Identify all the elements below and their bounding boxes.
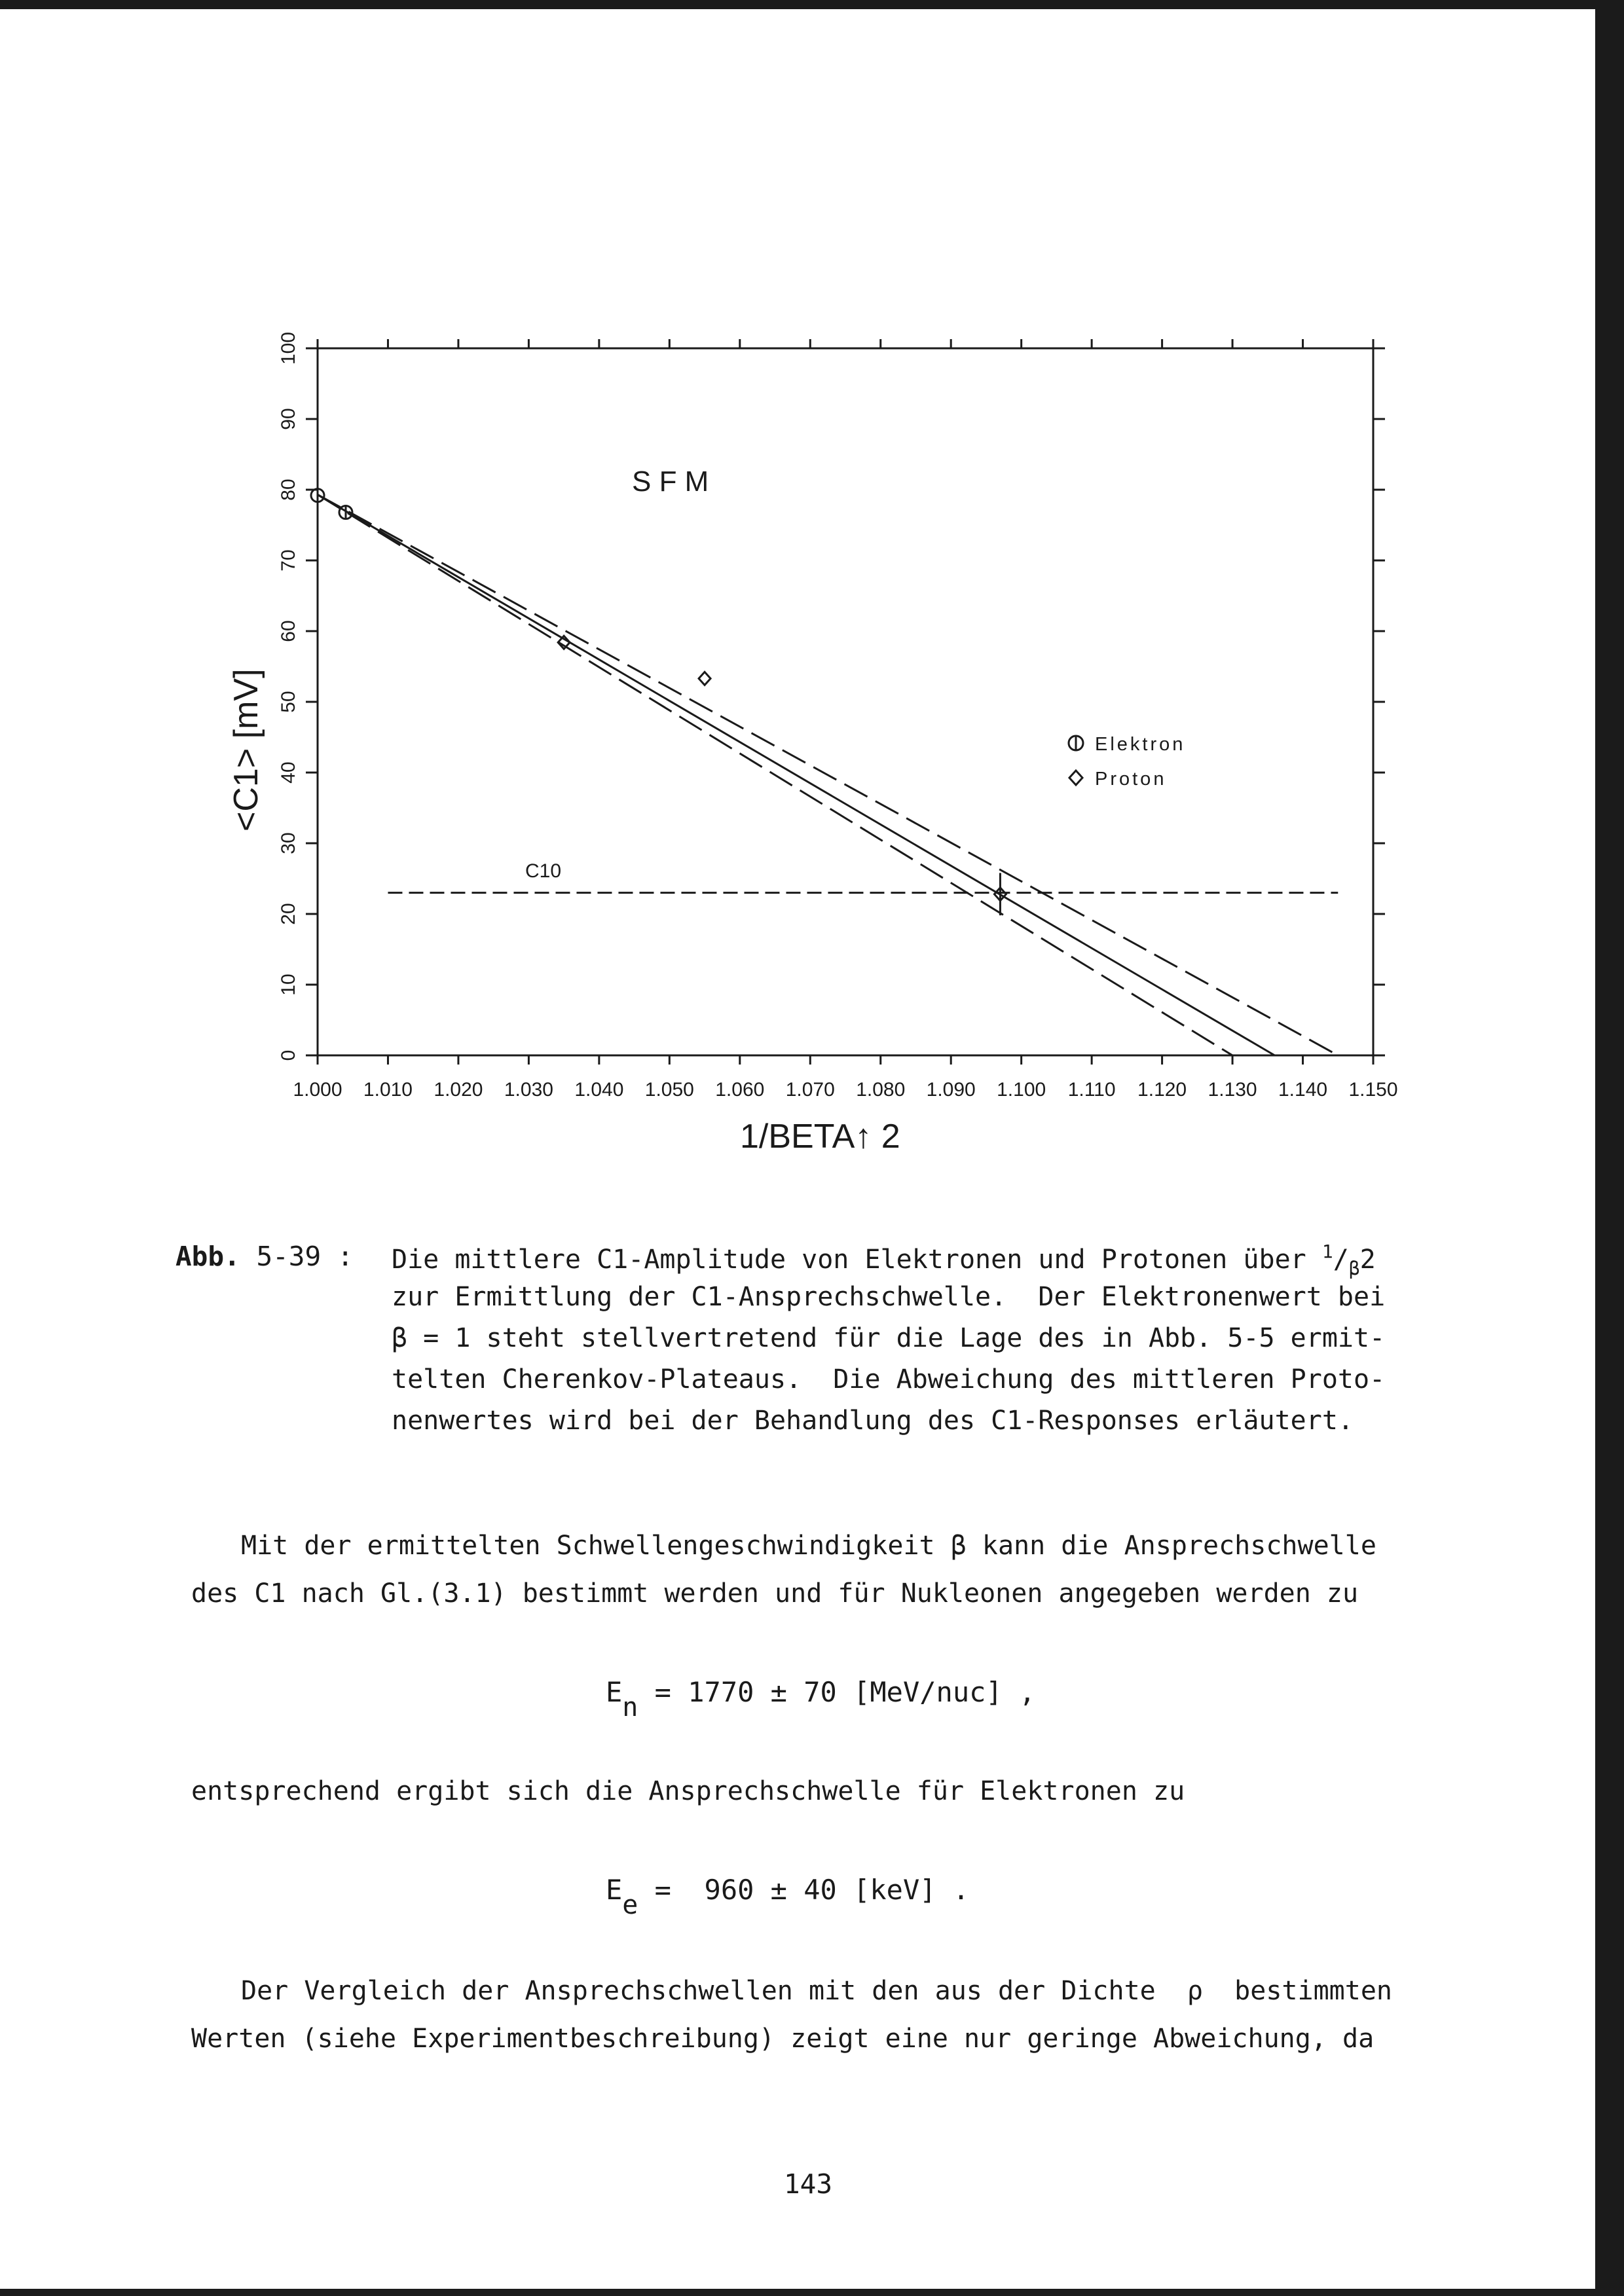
paragraph-3-line-2: Werten (siehe Experimentbeschreibung) zeigt eine nur geringe Abweichung, da [191,2024,1375,2054]
y-tick-label: 10 [278,974,299,996]
y-tick-label: 80 [278,479,299,501]
fit-line-bound [318,495,1338,1055]
paragraph-3-line-1: Der Vergleich der Ansprechschwellen mit den aus der Dichte ρ bestimmten [241,1976,1392,2006]
paragraph-1-line-2: des C1 nach Gl.(3.1) bestimmt werden und für Nukleonen angegeben werden zu [191,1578,1359,1609]
x-tick-label: 1.060 [715,1079,765,1101]
y-tick-label: 40 [278,761,299,784]
y-tick-label: 50 [278,691,299,713]
caption-line-4: telten Cherenkov-Plateaus. Die Abweichung des mittleren Proto- [392,1364,1386,1394]
y-tick-labels [278,332,299,1061]
legend-proton-label: Proton [1095,769,1167,790]
y-tick-label: 30 [278,832,299,854]
equation-electron-threshold: $E_e = 960 \pm 40$ [keV] . [606,1874,970,1920]
y-tick-label: 60 [278,620,299,642]
x-tick-label: 1.130 [1208,1079,1257,1101]
caption-line-3: β = 1 steht stellvertretend für die Lage des in Abb. 5-5 ermit- [392,1323,1386,1353]
x-tick-label: 1.050 [644,1079,694,1101]
legend-proton-marker [1069,771,1082,785]
y-tick-label: 90 [278,408,299,430]
threshold-chart [196,288,1428,1178]
threshold-label: C10 [525,860,562,882]
y-tick-label: 70 [278,549,299,572]
plot-frame [318,348,1373,1055]
equation-nucleon-threshold: $E_n = 1770 \pm 70$ [MeV/nuc] , [606,1676,1036,1722]
scan-border-right [1595,0,1624,2296]
x-tick-label: 1.100 [997,1079,1046,1101]
x-tick-label: 1.150 [1348,1079,1398,1101]
paragraph-2: entsprechend ergibt sich die Ansprechschwelle für Elektronen zu [191,1776,1185,1806]
paragraph-1-line-1: Mit der ermittelten Schwellengeschwindigkeit β kann die Ansprechschwelle [241,1531,1376,1561]
x-tick-label: 1.000 [293,1079,342,1101]
caption-line-5: nenwertes wird bei der Behandlung des C1-Responses erläutert. [392,1406,1354,1436]
legend-elektron-label: Elektron [1095,734,1186,755]
x-tick-label: 1.080 [856,1079,906,1101]
y-tick-label: 20 [278,903,299,925]
y-axis-label: <C1> [mV] [227,668,265,831]
caption-line-1: Die mittlere C1-Amplitude von Elektronen und Protonen über $^1/_\beta 2$ [392,1241,1376,1279]
caption-line-2: zur Ermittlung der C1-Ansprechschwelle. Der Elektronenwert bei [392,1282,1386,1312]
x-tick-label: 1.040 [574,1079,624,1101]
fit-lines [318,495,1338,1055]
x-tick-labels [293,1079,1397,1101]
chart-axes [306,339,1385,1065]
x-tick-label: 1.070 [785,1079,835,1101]
legend [1069,734,1185,790]
scan-border-top [0,0,1624,9]
x-tick-label: 1.120 [1137,1079,1187,1101]
caption-label: Abb. 5-39 : [175,1241,354,1272]
x-tick-label: 1.140 [1278,1079,1328,1101]
x-axis-label: 1/BETA↑ 2 [740,1118,900,1156]
scan-border-bottom [0,2289,1624,2296]
x-tick-label: 1.010 [363,1079,413,1101]
y-tick-label: 100 [278,331,299,365]
page-number: 143 [784,2168,833,2200]
chart-title: S F M [632,465,709,498]
x-tick-label: 1.030 [504,1079,553,1101]
x-tick-label: 1.090 [926,1079,976,1101]
x-tick-label: 1.110 [1067,1079,1116,1101]
proton-point [699,672,710,685]
x-tick-label: 1.020 [434,1079,483,1101]
y-tick-label: 0 [278,1049,299,1061]
